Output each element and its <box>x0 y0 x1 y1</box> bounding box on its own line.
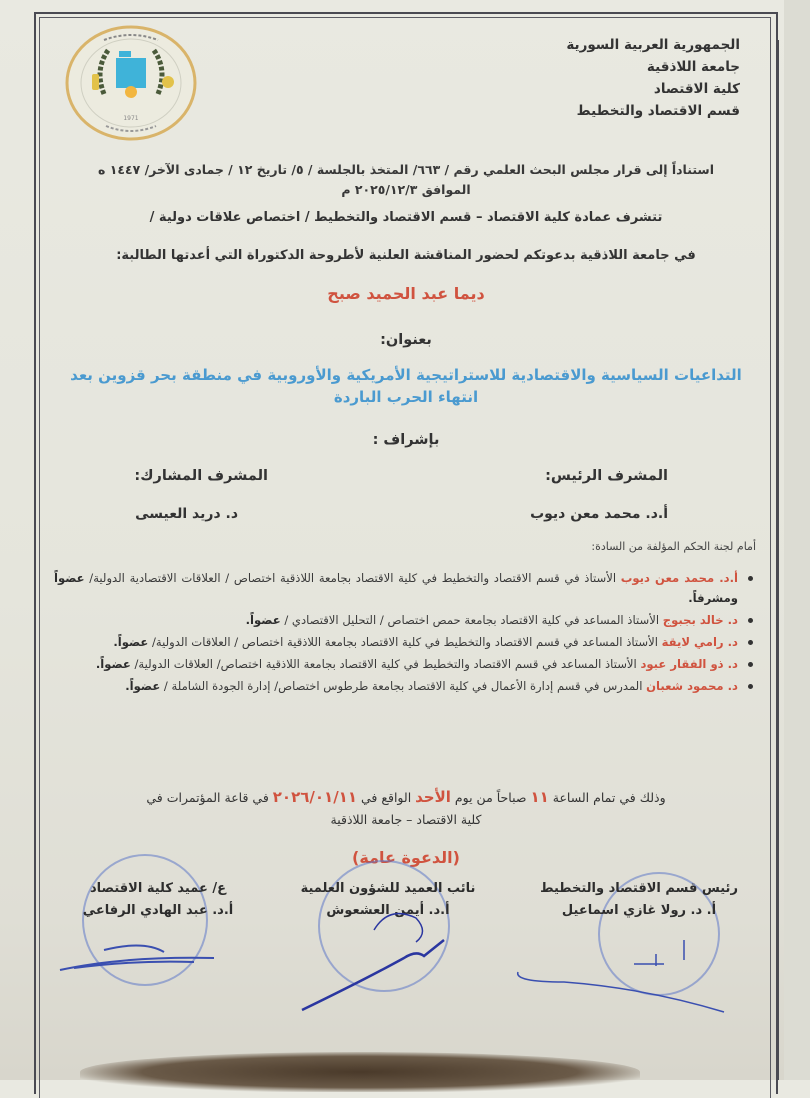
schedule-location: كلية الاقتصاد – جامعة اللاذقية <box>330 812 482 827</box>
schedule-suffix: في قاعة المؤتمرات في <box>146 790 273 805</box>
committee-member <box>54 610 738 630</box>
member-role: عضواً. <box>245 613 281 627</box>
schedule-hour: ١١ <box>530 788 549 806</box>
main-supervisor-label: المشرف الرئيس: <box>545 468 668 484</box>
signature-name: أ.د. أيمن العشعوش <box>326 903 450 918</box>
schedule-day: الأحد <box>415 788 451 806</box>
schedule-date: ٢٠٢٦/٠١/١١ <box>272 788 357 806</box>
member-name: د. خالد بجبوج <box>662 613 738 627</box>
honor-line: تتشرف عمادة كلية الاقتصاد – قسم الاقتصاد والتخطيط / اختصاص علاقات دولية / <box>149 210 663 225</box>
committee-member <box>54 654 738 674</box>
member-name: د. ذو الفقار عبود <box>640 657 738 671</box>
signature-name: أ.د. عبد الهادي الرفاعي <box>82 903 234 918</box>
member-role: عضواً. <box>125 679 161 693</box>
member-description: الأستاذ المساعد في قسم الاقتصاد والتخطيط في كلية الاقتصاد بجامعة اللاذقية اختصاص / العلاقات الدولية/ <box>148 635 662 649</box>
signature-title: رئيس قسم الاقتصاد والتخطيط <box>540 881 738 896</box>
signature-title: ع/ عميد كلية الاقتصاد <box>90 881 226 896</box>
public-notice: (الدعوة عامة) <box>352 848 460 867</box>
letterhead-department: قسم الاقتصاد والتخطيط <box>576 103 740 119</box>
member-role: عضواً. <box>95 657 131 671</box>
student-name: ديما عبد الحميد صبح <box>327 284 485 303</box>
member-name: د. محمود شعبان <box>646 679 738 693</box>
signature-title: نائب العميد للشؤون العلمية <box>300 881 476 896</box>
letterhead-faculty: كلية الاقتصاد <box>653 81 740 97</box>
photo-shadow <box>80 1052 640 1092</box>
member-role: عضواً. <box>113 635 149 649</box>
member-name: أ.د. محمد معن ديوب <box>620 571 738 585</box>
page-edge <box>784 0 810 1080</box>
member-description: الأستاذ المساعد في قسم الاقتصاد والتخطيط في كلية الاقتصاد بجامعة اللاذقية اختصاص/ العلاقات الدولية/ <box>130 657 641 671</box>
svg-text:1971: 1971 <box>123 115 139 122</box>
schedule-text: صباحاً من يوم <box>450 790 531 805</box>
letterhead-university: جامعة اللاذقية <box>646 59 740 75</box>
schedule-prefix: وذلك في تمام الساعة <box>548 790 666 805</box>
schedule-line <box>44 788 768 806</box>
co-supervisor-label: المشرف المشارك: <box>134 468 268 484</box>
committee-label: أمام لجنة الحكم المؤلفة من السادة: <box>591 540 756 553</box>
reference-line-1: استناداً إلى قرار مجلس البحث العلمي رقم / ٦٦٣/ المتخذ بالجلسة / ٥/ تاريخ ١٢ / جمادى الآخر/ ١٤٤٧ ه <box>97 162 715 177</box>
committee-member <box>54 676 738 696</box>
letterhead-country: الجمهورية العربية السورية <box>566 37 740 53</box>
reference-line-2: الموافق ٢٠٢٥/١٢/٣ م <box>341 182 471 197</box>
member-name: د. رامي لايقة <box>661 635 738 649</box>
main-supervisor-name: أ.د. محمد معن ديوب <box>530 506 668 522</box>
title-label: بعنوان: <box>380 332 432 348</box>
committee-list <box>54 568 756 698</box>
signature-name: أ. د. رولا غازي اسماعيل <box>561 903 717 918</box>
invite-line: في جامعة اللاذقية بدعوتكم لحضور المناقشة العلنية لأطروحة الدكتوراة التي أعدتها الطالبة: <box>116 248 696 263</box>
member-description: الأستاذ المساعد في كلية الاقتصاد بجامعة حمص اختصاص / التحليل الاقتصادي / <box>280 613 663 627</box>
schedule-text: الواقع في <box>356 790 416 805</box>
committee-member <box>54 632 738 652</box>
handwritten-signature-icon <box>44 910 768 1020</box>
committee-member <box>54 568 738 608</box>
thesis-title: التداعيات السياسية والاقتصادية للاستراتيجية الأمريكية والأوروبية في منطقة بحر قزوين بعد انتهاء الحرب الباردة <box>70 366 742 406</box>
letterhead <box>566 34 740 122</box>
supervision-label: بإشراف : <box>372 432 440 448</box>
member-description: الأستاذ في قسم الاقتصاد والتخطيط في كلية الاقتصاد بجامعة اللاذقية اختصاص / العلاقات الاقتصادية الدولية/ <box>84 571 621 585</box>
university-seal-icon <box>64 24 198 142</box>
member-description: المدرس في قسم إدارة الأعمال في كلية الاقتصاد بجامعة طرطوس اختصاص/ إدارة الجودة الشاملة / <box>160 679 647 693</box>
member-role: عضواً ومشرفاً. <box>54 571 738 605</box>
invitation-document <box>44 20 768 1080</box>
co-supervisor-name: د. دريد العيسى <box>135 506 238 522</box>
